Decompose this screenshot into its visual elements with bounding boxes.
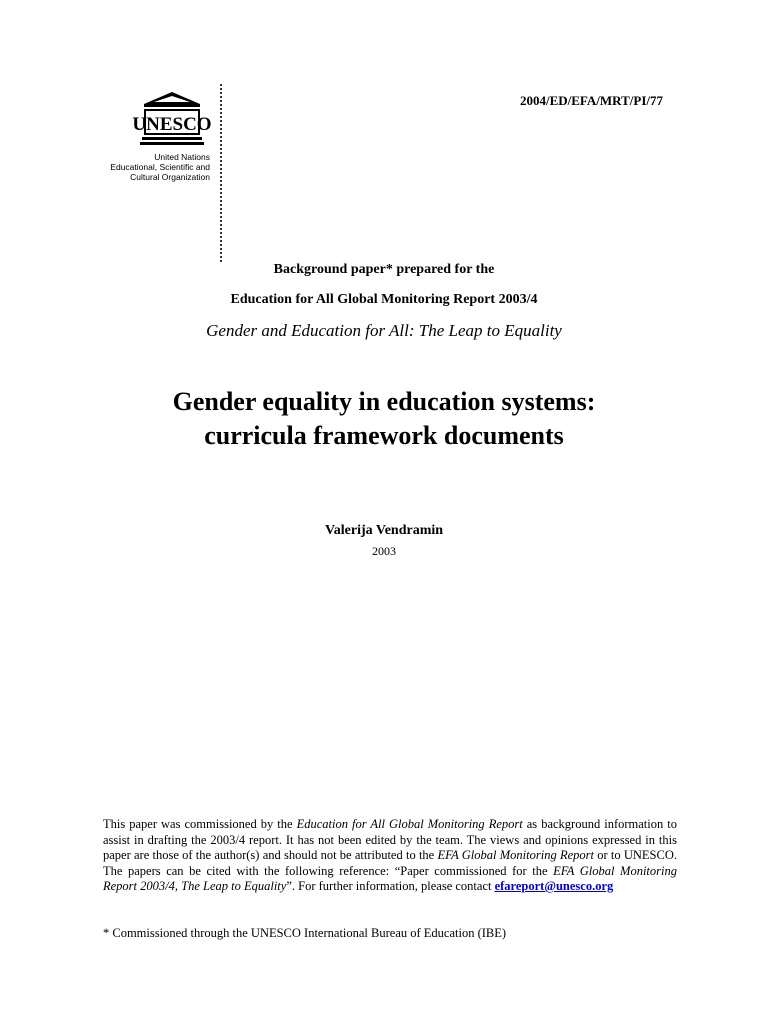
notice-text: as background information to assist in drafting the 2003/4 report. It has not been edited by the team. The views and opinions expressed in this paper are those of the author(s) and should not be attributed to the: [103, 817, 677, 862]
notice-text: or to UNESCO. The papers can be cited with the following reference: “Paper commissioned for the: [103, 848, 677, 878]
dotted-separator: [220, 84, 222, 262]
unesco-temple-icon: [132, 90, 212, 152]
paper-title: [0, 385, 768, 453]
tagline-line: Educational, Scientific and: [110, 162, 210, 172]
unesco-wordmark: UNESCO: [132, 114, 212, 135]
author-name: Valerija Vendramin: [324, 523, 444, 538]
notice-italic: EFA Global Monitoring Report: [437, 848, 594, 862]
notice-text: ”. For further information, please contact: [286, 879, 495, 893]
notice-italic: EFA Global Monitoring Report 2003/4, The Leap to Equality: [103, 863, 677, 893]
background-paper-line: Background paper* prepared for the: [273, 262, 495, 277]
publication-year: 2003: [372, 544, 396, 558]
tagline-line: United Nations: [154, 152, 210, 162]
paper-title-line: Gender equality in education systems:: [172, 387, 596, 416]
notice-italic: Education for All Global Monitoring Report: [296, 817, 523, 831]
contact-email-link[interactable]: efareport@unesco.org: [494, 879, 614, 893]
report-subtitle: Gender and Education for All: The Leap to Equality: [206, 321, 562, 340]
commission-notice: [103, 817, 677, 895]
report-name-line: Education for All Global Monitoring Report 2003/4: [230, 292, 538, 307]
paper-title-line: curricula framework documents: [204, 421, 564, 450]
unesco-tagline: [94, 152, 210, 182]
unesco-logo: [104, 80, 224, 264]
document-code: 2004/ED/EFA/MRT/PI/77: [519, 93, 663, 108]
commission-footnote: * Commissioned through the UNESCO International Bureau of Education (IBE): [103, 926, 507, 940]
notice-text: This paper was commissioned by the: [103, 817, 297, 831]
tagline-line: Cultural Organization: [130, 172, 210, 182]
